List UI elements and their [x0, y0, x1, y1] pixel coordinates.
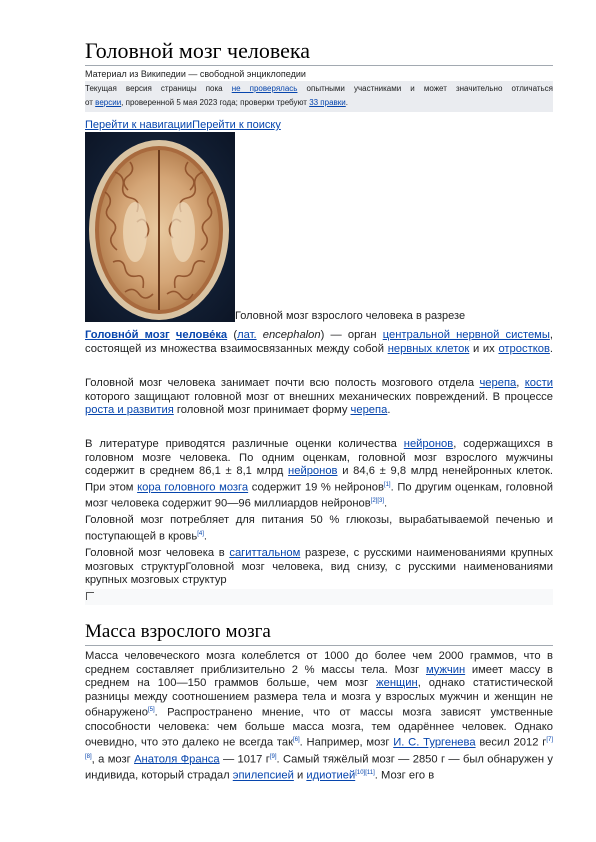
notice-text: от [85, 98, 96, 107]
jump-to-navigation-link[interactable]: Перейти к навигации [85, 119, 193, 131]
text: . Например, мозг [299, 737, 394, 750]
text: . Распространено мнение, что от массы мозга зависят умственные способности человека: чем больше масса мозга, тем одарённее человек. Однако очевидно, что это далеко не всегда так [85, 707, 553, 750]
text: , а мозг [91, 753, 135, 766]
image-caption: Головной мозг взрослого человека в разрезе [235, 310, 466, 322]
latin-link[interactable]: лат. [237, 329, 257, 341]
growth-link[interactable]: роста и развития [85, 404, 174, 417]
paragraph-5 [85, 547, 553, 588]
text: . По другим оценкам, головной мозг человека содержит 90—96 миллиардов нейронов [85, 481, 554, 510]
text: Головной мозг человека в [85, 547, 230, 559]
bones-link[interactable]: кости [524, 377, 553, 389]
neurons-link[interactable]: нейронов [403, 438, 454, 450]
anatole-france-link[interactable]: Анатоля Франса [134, 753, 220, 766]
sagittal-link[interactable]: сагиттальном [229, 547, 301, 559]
neurons-link-2[interactable]: нейронов [288, 465, 338, 478]
text: . [387, 404, 391, 417]
paragraph-3 [85, 438, 553, 511]
notice-text: Текущая версия страницы пока [85, 84, 232, 93]
notice-text: . [345, 98, 348, 107]
jump-links [85, 119, 281, 131]
text: — 1017 г [219, 753, 270, 766]
reference[interactable]: [5] [147, 707, 155, 714]
paragraph-2: Головной мозг человека занимает почти всю полость мозгового отдела черепа, кости которого защищают головной мозг от внешних механических повреждений. В процессе роста и развития головной мозг принимает форму черепа. [85, 377, 553, 417]
review-notice [85, 81, 553, 112]
men-link[interactable]: мужчин [425, 663, 466, 676]
broken-image-icon [86, 592, 94, 600]
gallery-placeholder [85, 589, 553, 605]
reference[interactable]: [9] [269, 753, 277, 760]
text: Масса человеческого мозга колеблется от 1000 до более чем 2000 граммов, что в среднем составляет приблизительно 2 % массы тела. Мозг [85, 650, 553, 676]
notice-text: опытными участниками и может значительно отличаться [297, 84, 554, 93]
text: . Мозг его в [374, 769, 435, 782]
bold-term-link[interactable]: Головно́й мозг [85, 329, 170, 341]
text: . [203, 530, 207, 543]
cortex-link[interactable]: кора головного мозга [137, 481, 249, 494]
brain-mri-picture [85, 132, 235, 322]
idiocy-link[interactable]: идиотией [306, 769, 356, 782]
text: В литературе приводятся различные оценки количества [85, 438, 404, 450]
pending-edits-link[interactable]: 33 правки [309, 98, 346, 107]
version-link[interactable]: версии [95, 98, 122, 107]
text: , содержащихся в головном мозге человека. По одним оценкам, головной мозг взрослого мужчины содержит в среднем 86,1 ± 8,1 млрд [85, 438, 553, 478]
text: , состоящей из множества взаимосвязанных между собой [85, 329, 554, 355]
text: . [549, 342, 554, 355]
text: и их [469, 342, 499, 355]
skull-link[interactable]: черепа [479, 377, 517, 389]
turgenev-link[interactable]: И. С. Тургенева [393, 737, 476, 750]
text: головной мозг принимает форму [173, 404, 351, 417]
text: и [293, 769, 307, 782]
text: содержит 19 % нейронов [248, 481, 384, 494]
section-heading-mass: Масса взрослого мозга [85, 620, 553, 646]
skull-link-2[interactable]: черепа [350, 404, 388, 417]
text: разрезе, с русскими наименованиями крупных мозговых структурГоловной мозг человека, вид снизу, с русскими наименованиями крупных мозговых структур [85, 547, 553, 587]
cns-link[interactable]: центральной нервной системы [382, 329, 550, 341]
nerve-cells-link[interactable]: нервных клеток [387, 342, 470, 355]
not-reviewed-link[interactable]: не проверялась [231, 84, 298, 93]
epilepsy-link[interactable]: эпилепсией [232, 769, 294, 782]
reference[interactable]: [4] [197, 530, 204, 537]
text: которого защищают головной мозг от внешних механических повреждений. В процессе [85, 390, 553, 403]
reference[interactable]: [6] [292, 737, 300, 744]
paragraph-4 [85, 514, 553, 544]
notice-text: , проверенной 5 мая 2023 года; проверки требуют [121, 98, 310, 107]
tagline: Материал из Википедии — свободной энциклопедии [85, 69, 306, 79]
processes-link[interactable]: отростков [498, 342, 550, 355]
jump-to-search-link[interactable]: Перейти к поиску [192, 119, 281, 131]
text: — орган [324, 329, 383, 341]
reference[interactable]: [7][8] [85, 737, 553, 760]
page-title: Головной мозг человека [85, 37, 553, 66]
text: . [384, 497, 388, 510]
text: Головной мозг человека занимает почти всю полость мозгового отдела [85, 377, 480, 389]
women-link[interactable]: женщин [376, 677, 418, 690]
text: имеет массу в среднем на 100—150 граммов больше, чем мозг [85, 663, 553, 690]
text: . Самый тяжёлый мозг — 2850 г — был обнаружен у индивида, который страдал [85, 753, 553, 782]
text: весил 2012 г [475, 737, 547, 750]
reference[interactable]: [2][3] [370, 498, 385, 505]
mass-paragraph [85, 650, 553, 783]
intro-paragraph: Головно́й мозг челове́ка (лат. encephalon) — орган центральной нервной системы, состоящей из множества взаимосвязанных между собой нервных клеток и их отростков. [85, 329, 554, 355]
text: и 84,6 ± 9,8 млрд ненейронных клеток. При этом [85, 465, 553, 494]
text: Головной мозг потребляет для питания 50 % глюкозы, вырабатываемой печенью и поступающей в кровь [85, 514, 553, 543]
text: , однако статистической разницы между соотношением размера тела и мозга у взрослых мужчин и женщин не обнаружено [85, 677, 553, 720]
latin-word: encephalon [262, 329, 321, 341]
bold-term-human-link[interactable]: челове́ка [175, 329, 228, 341]
reference[interactable]: [10][11] [355, 769, 375, 776]
reference[interactable]: [1] [383, 481, 391, 488]
brain-section-image[interactable] [85, 132, 235, 322]
